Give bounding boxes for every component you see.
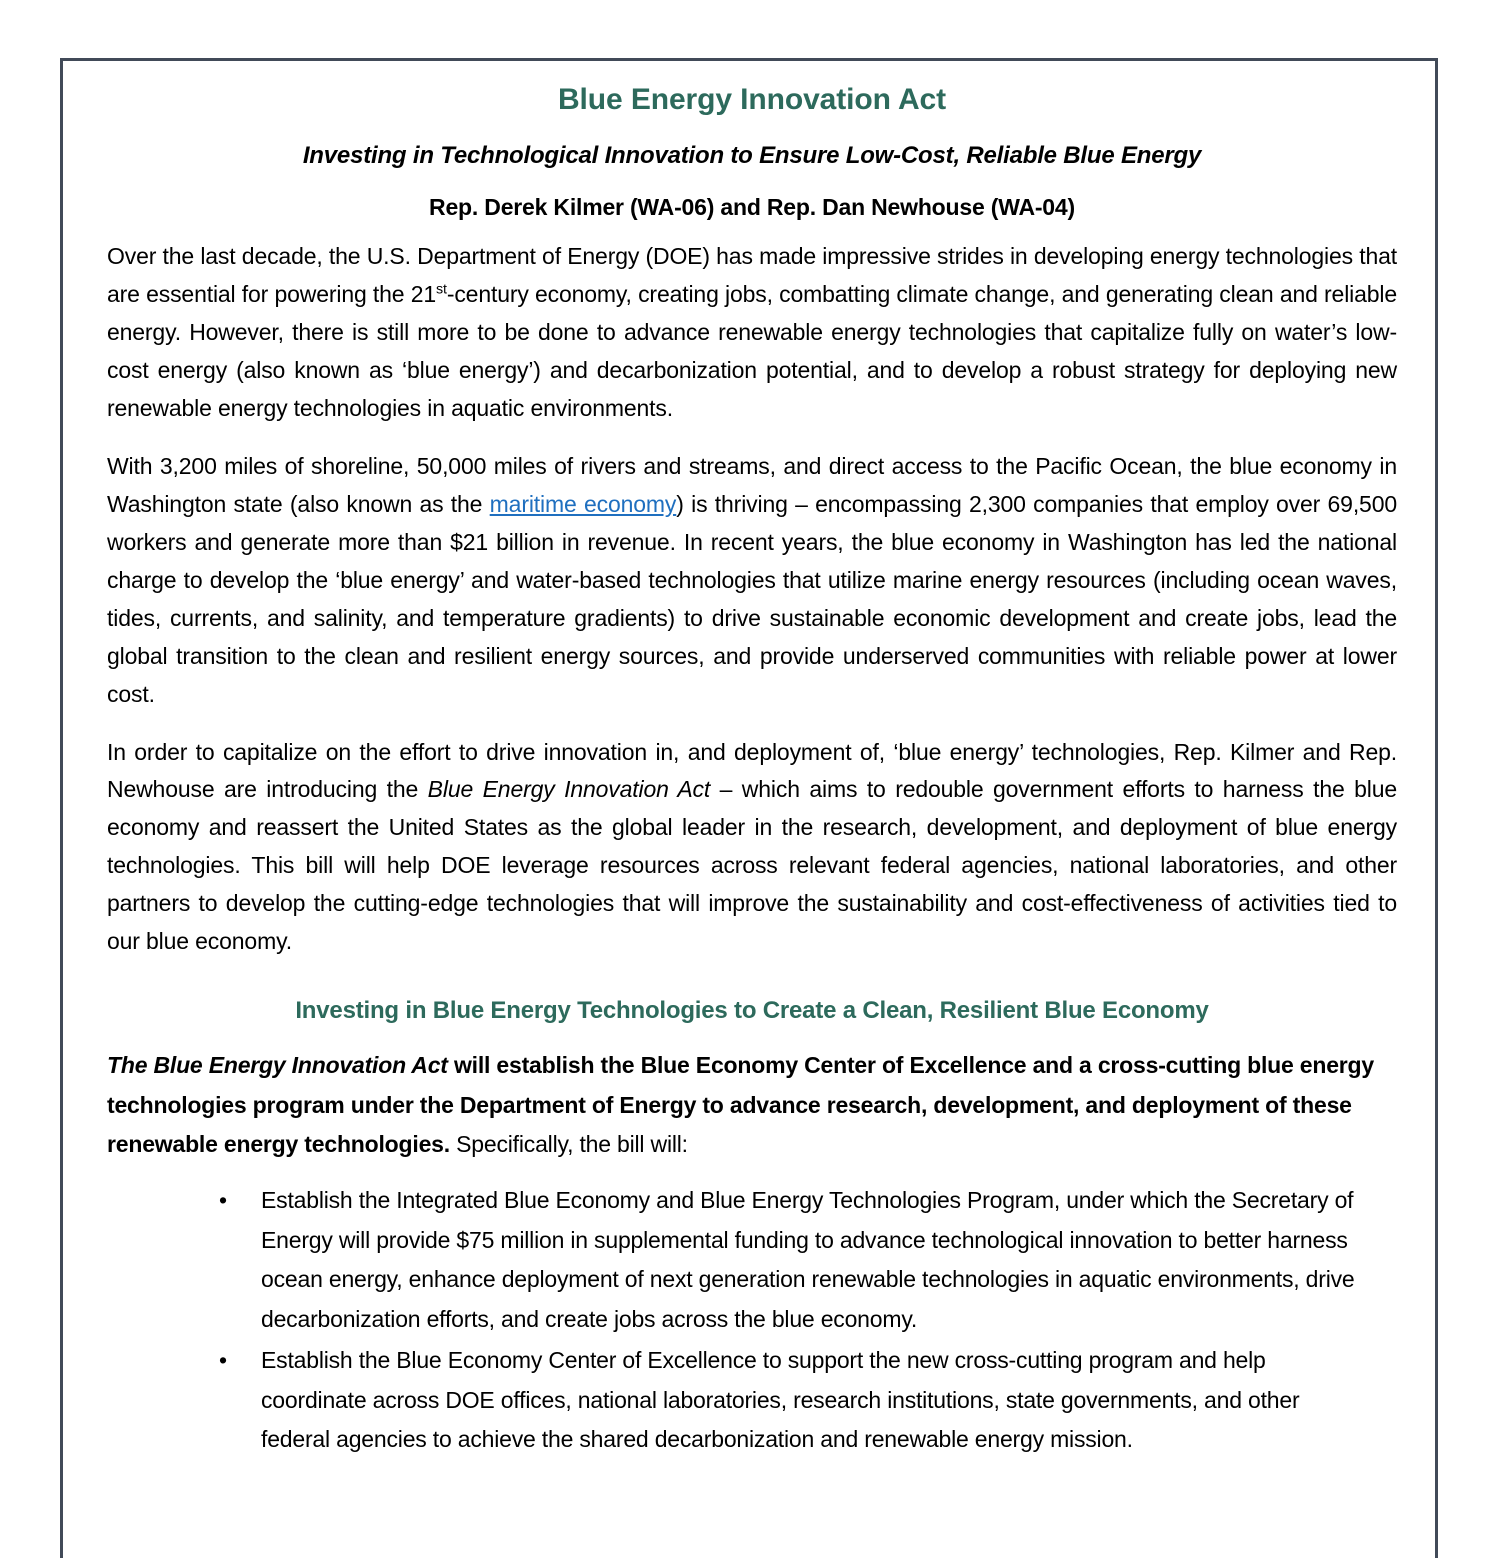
section-lead-bold: will establish the Blue Economy Center of Excellence and a cross-cutting blue energy technologies program under the Department of Energy to advance research, development, and deployment of these renewable energy technologies.: [107, 1052, 1374, 1158]
page-subtitle: Investing in Technological Innovation to Ensure Low-Cost, Reliable Blue Energy: [302, 141, 1202, 169]
bill-name-bold-italic: The Blue Energy Innovation Act: [107, 1052, 448, 1079]
paragraph-1-part-b: -century economy, creating jobs, combatting climate change, and generating clean and reliable energy. However, there is still more to be done to advance renewable energy technologies that capitalize fully on water’s low-cost energy (also known as ‘blue energy’) and decarbonization potential, and to develop a robust strategy for deploying new renewable energy technologies in aquatic environments.: [107, 281, 1397, 421]
paragraph-3: [107, 734, 1397, 962]
document-body: [63, 61, 1435, 1460]
section-heading-investing: Investing in Blue Energy Technologies to Create a Clean, Resilient Blue Economy: [295, 997, 1209, 1025]
list-item-text: Establish the Blue Economy Center of Excellence to support the new cross-cutting program and help coordinate across DOE offices, national laboratories, research institutions, state governments, and other federal agencies to achieve the shared decarbonization and renewable energy mission.: [261, 1347, 1300, 1453]
ordinal-suffix: st: [436, 281, 447, 298]
page-title: Blue Energy Innovation Act: [557, 83, 946, 116]
list-item-text: Establish the Integrated Blue Economy and Blue Energy Technologies Program, under which the Secretary of Energy will provide $75 million in supplemental funding to advance technological innovation to better harness ocean energy, enhance deployment of next generation renewable technologies in aquatic environments, drive decarbonization efforts, and create jobs across the blue economy.: [261, 1186, 1355, 1332]
section-lead-paragraph: [107, 1046, 1397, 1165]
paragraph-2-part-b: ) is thriving – encompassing 2,300 companies that employ over 69,500 workers and generate more than $21 billion in revenue. In recent years, the blue economy in Washington has led the national charge to develop the ‘blue energy’ and water-based technologies that utilize marine energy resources (including ocean waves, tides, currents, and salinity, and temperature gradients) to drive sustainable economic development and create jobs, lead the global transition to the clean and resilient energy sources, and provide underserved communities with reliable power at lower cost.: [107, 490, 1397, 707]
paragraph-1-part-a: Over the last decade, the U.S. Department of Energy (DOE) has made impressive strides in developing energy technologies that are essential for powering the 21: [107, 243, 1397, 308]
provisions-list: [107, 1181, 1397, 1460]
section-lead-tail: Specifically, the bill will:: [449, 1131, 688, 1158]
bill-name-italic: Blue Energy Innovation Act: [427, 776, 711, 803]
document-page: [60, 58, 1438, 1558]
paragraph-3-part-a: In order to capitalize on the effort to drive innovation in, and deployment of, ‘blue energy’ technologies, Rep. Kilmer and Rep. Newhouse are introducing the: [107, 738, 1397, 803]
paragraph-3-part-b: – which aims to redouble government efforts to harness the blue economy and reassert the United States as the global leader in the research, development, and deployment of blue energy technologies. This bill will help DOE leverage resources across relevant federal agencies, national laboratories, and other partners to develop the cutting-edge technologies that will improve the sustainability and cost-effectiveness of activities tied to our blue economy.: [107, 776, 1397, 955]
bullet-icon: •: [219, 1347, 227, 1374]
paragraph-2-part-a: With 3,200 miles of shoreline, 50,000 miles of rivers and streams, and direct access to the Pacific Ocean, the blue economy in Washington state (also known as the: [107, 452, 1397, 517]
bullet-icon: •: [219, 1186, 227, 1213]
paragraph-2: [107, 448, 1397, 714]
maritime-economy-link[interactable]: maritime economy: [489, 490, 677, 517]
sponsor-byline: Rep. Derek Kilmer (WA-06) and Rep. Dan Newhouse (WA-04): [429, 193, 1075, 220]
list-item: [107, 1181, 1397, 1339]
paragraph-1: [107, 238, 1397, 428]
list-item: [107, 1341, 1397, 1460]
